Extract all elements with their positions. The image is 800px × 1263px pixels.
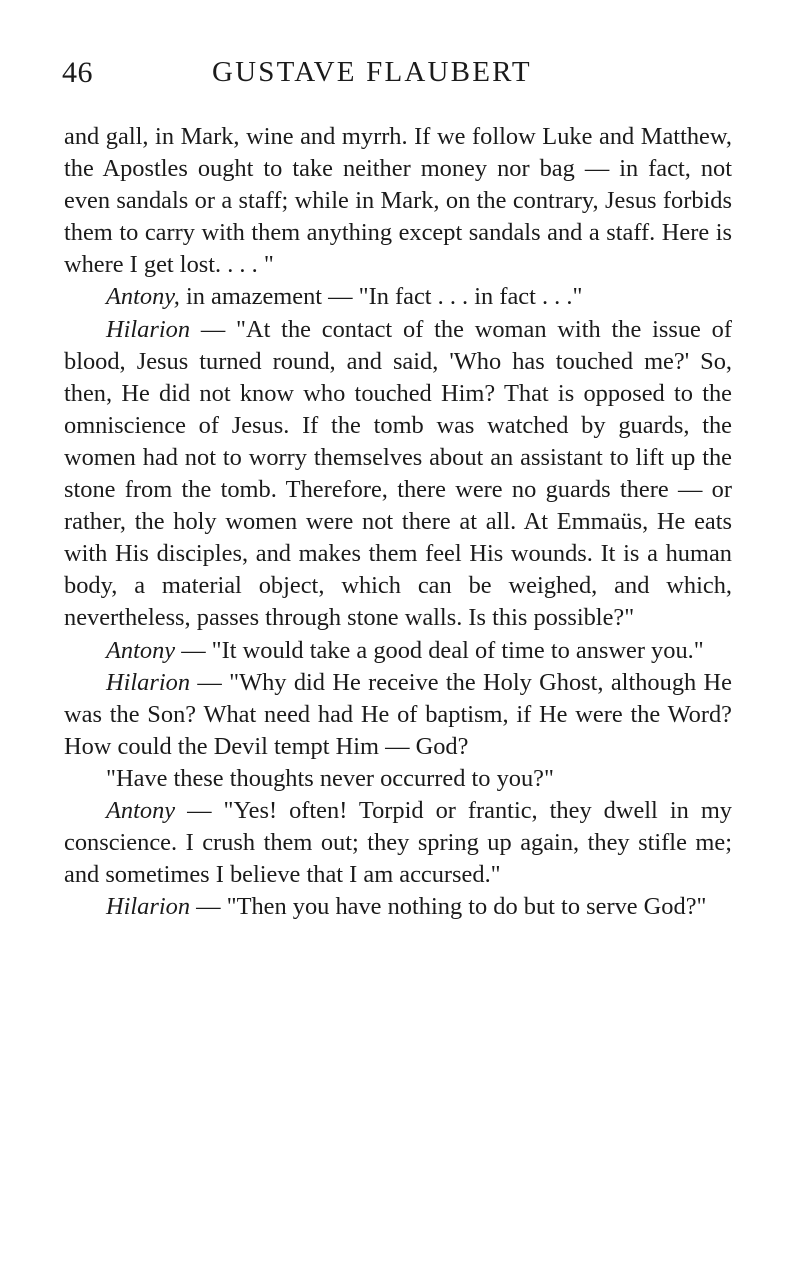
paragraph-text: — "Why did He receive the Holy Ghost, although He was the Son? What need had He of baptism, if He were the Word? How could the Devil tempt Him — God? <box>64 668 732 760</box>
running-head <box>62 56 734 96</box>
paragraph <box>64 763 732 795</box>
paragraph-text: — "Yes! often! Torpid or frantic, they dwell in my conscience. I crush them out; they spring up again, they stifle me; and sometimes I believe that I am accursed." <box>64 796 732 889</box>
speaker-name: Hilarion <box>106 668 191 696</box>
paragraph <box>64 314 732 635</box>
speaker-name: Antony <box>106 636 176 664</box>
paragraph-text: "Have these thoughts never occurred to you?" <box>106 764 554 792</box>
paragraph-text: — "At the contact of the woman with the issue of blood, Jesus turned round, and said, 'Who has touched me?' So, then, He did not know who touched Him? That is opposed to the omniscience of Jesus. If the tomb was watched by guards, the women had not to worry themselves about an assistant to lift up the stone from the tomb. Therefore, there were no guards there — or rather, the holy women were not there at all. At Emmaüs, He eats with His disciples, and makes them feel His wounds. It is a human body, a material object, which can be weighed, and which, nevertheless, passes through stone walls. Is this possible?" <box>64 315 732 632</box>
paragraph <box>64 667 732 763</box>
running-title: GUSTAVE FLAUBERT <box>212 56 532 88</box>
paragraph-text: — "Then you have nothing to do but to serve God?" <box>190 893 707 921</box>
speaker-name: Antony, <box>106 283 180 311</box>
paragraph-text: in amazement — "In fact . . . in fact . . ." <box>179 283 583 311</box>
speaker-name: Antony <box>106 796 176 824</box>
paragraph <box>64 121 732 281</box>
page-number: 46 <box>62 56 93 89</box>
paragraph-text: and gall, in Mark, wine and myrrh. If we follow Luke and Matthew, the Apostles ought to take neither money nor bag — in fact, not even sandals or a staff; while in Mark, on the contrary, Jesus forbids them to carry with them anything except sandals and a staff. Here is where I get lost. . . . " <box>64 123 732 279</box>
paragraph <box>64 635 732 667</box>
speaker-name: Hilarion <box>106 315 191 343</box>
paragraph-text: — "It would take a good deal of time to answer you." <box>175 636 704 664</box>
paragraph <box>64 795 732 891</box>
speaker-name: Hilarion <box>106 893 191 921</box>
body-text <box>64 121 732 923</box>
paragraph <box>64 281 732 313</box>
paragraph <box>64 891 732 923</box>
